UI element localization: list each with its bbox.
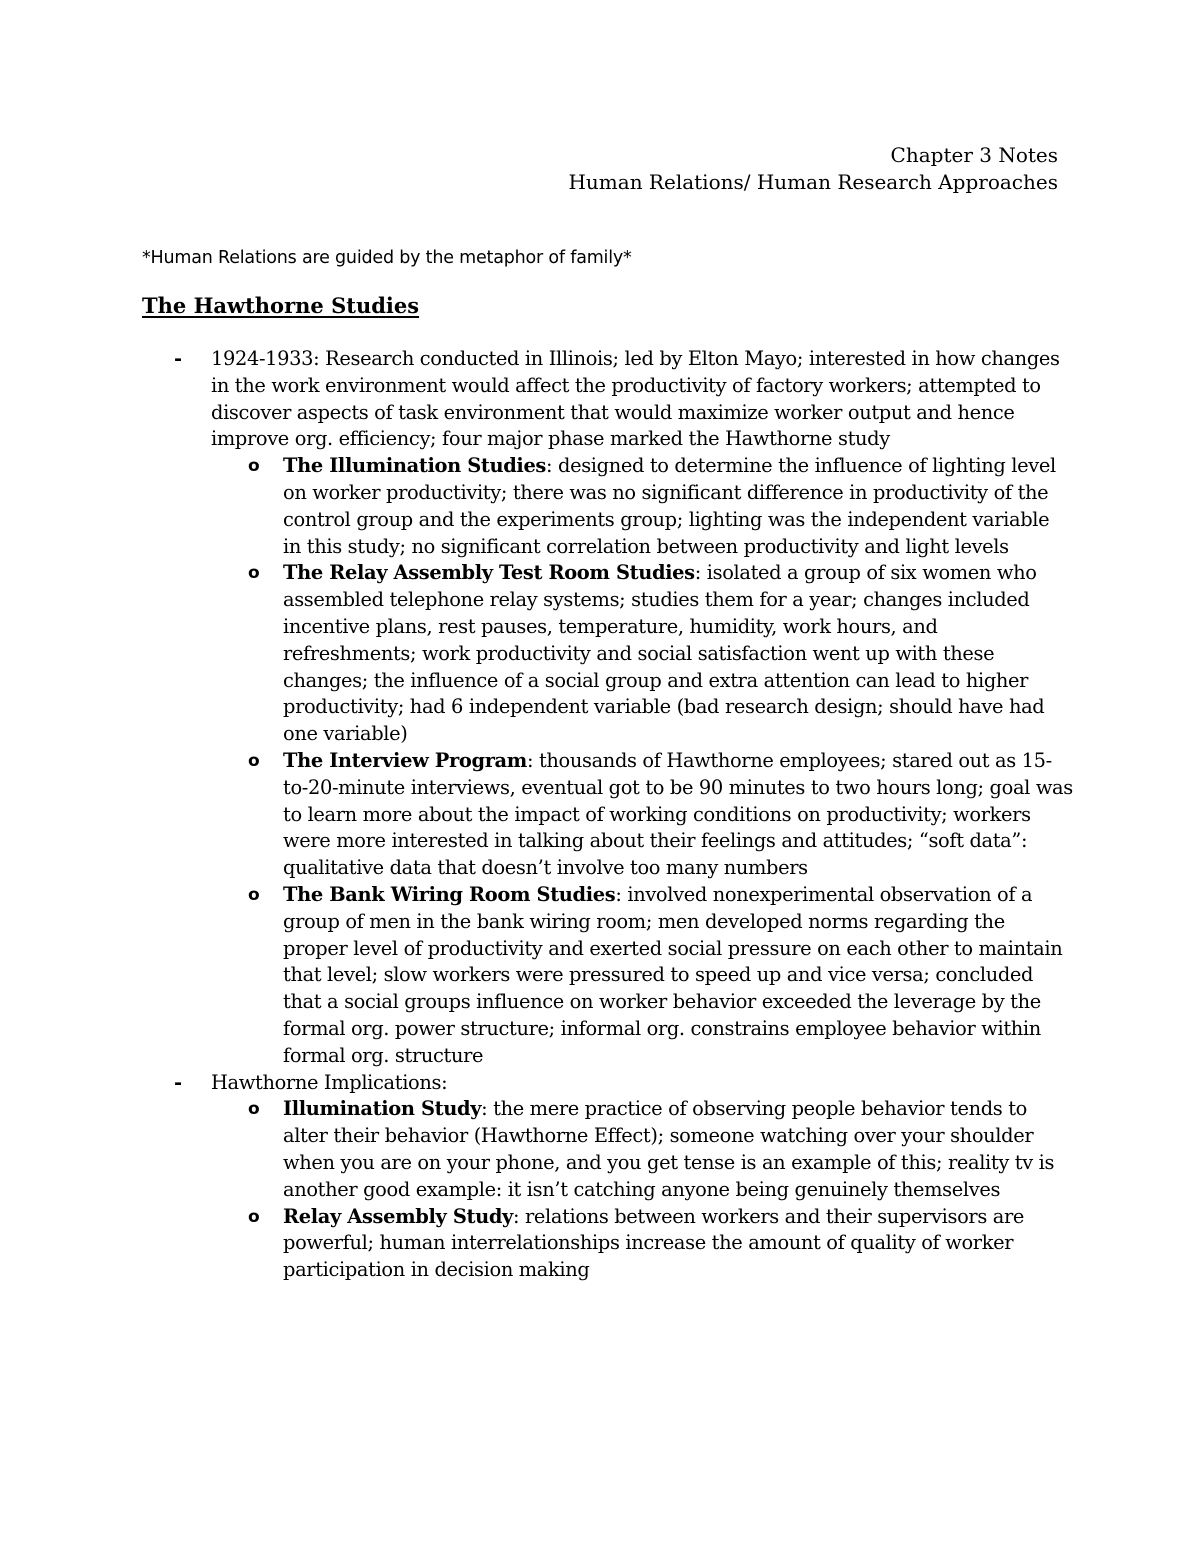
notes-body bbox=[0, 346, 1200, 1284]
term-illumination-studies: The Illumination Studies bbox=[283, 454, 547, 478]
bank-wiring-text: : involved nonexperimental observation of a group of men in the bank wiring room; men developed norms regarding the proper level of productivity and exerted social pressure on each other to maintain that level; slow workers were pressured to speed up and vice versa; concluded that a social groups influence on worker behavior exceeded the leverage by the formal org. power structure; informal org. constrains employee behavior within formal org. structure bbox=[283, 882, 1063, 1067]
list-item-interview-program bbox=[0, 748, 1073, 882]
implications-heading: Hawthorne Implications: bbox=[211, 1070, 448, 1094]
family-metaphor-note: *Human Relations are guided by the metaphor of family* bbox=[142, 248, 632, 268]
list-item-impl-relay bbox=[0, 1204, 1073, 1284]
impl-illumination-text: : the mere practice of observing people behavior tends to alter their behavior (Hawthorne Effect); someone watching over your shoulder when you are on your phone, and you get tense is an example of this; reality tv is another good example: it isn’t catching anyone being genuinely themselves bbox=[283, 1097, 1055, 1201]
history-text: 1924-1933: Research conducted in Illinois; led by Elton Mayo; interested in how changes in the work environment would affect the productivity of factory workers; attempted to discover aspects of task environment that would maximize worker output and hence improve org. efficiency; four major phase marked the Hawthorne study bbox=[211, 347, 1060, 451]
section-title: The Hawthorne Studies bbox=[142, 293, 420, 318]
term-impl-relay: Relay Assembly Study bbox=[283, 1204, 513, 1228]
relay-assembly-text: : isolated a group of six women who assembled telephone relay systems; studies them for a year; changes included incentive plans, rest pauses, temperature, humidity, work hours, and refreshments; work productivity and social satisfaction went up with these changes; the influence of a social group and extra attention can lead to higher productivity; had 6 independent variable (bad research design; should have had one variable) bbox=[283, 561, 1045, 746]
illumination-studies-text: : designed to determine the influence of lighting level on worker productivity; there was no significant difference in productivity of the control group and the experiments group; lighting was the independent variable in this study; no significant correlation between productivity and light levels bbox=[283, 454, 1056, 558]
list-item-impl-illumination bbox=[0, 1096, 1073, 1203]
dash-bullet: - bbox=[174, 347, 182, 370]
circle-bullet: o bbox=[248, 884, 260, 905]
circle-bullet: o bbox=[248, 1206, 260, 1227]
circle-bullet: o bbox=[248, 1099, 260, 1120]
list-item-history bbox=[0, 346, 1071, 453]
chapter-title: Chapter 3 Notes bbox=[890, 143, 1058, 167]
impl-relay-text: : relations between workers and their supervisors are powerful; human interrelationships increase the amount of quality of worker participation in decision making bbox=[283, 1204, 1025, 1282]
chapter-subtitle: Human Relations/ Human Research Approaches bbox=[568, 170, 1058, 194]
term-impl-illumination: Illumination Study bbox=[283, 1097, 482, 1121]
term-interview-program: The Interview Program bbox=[283, 748, 527, 772]
circle-bullet: o bbox=[248, 750, 260, 771]
list-item-implications bbox=[0, 1070, 1071, 1097]
document-header bbox=[568, 142, 1058, 196]
list-item-relay-assembly bbox=[0, 560, 1073, 748]
circle-bullet: o bbox=[248, 456, 260, 477]
dash-bullet: - bbox=[174, 1070, 182, 1094]
term-bank-wiring: The Bank Wiring Room Studies bbox=[283, 882, 616, 906]
list-item-bank-wiring bbox=[0, 882, 1073, 1070]
term-relay-assembly: The Relay Assembly Test Room Studies bbox=[283, 561, 695, 585]
circle-bullet: o bbox=[248, 563, 260, 584]
interview-program-text: : thousands of Hawthorne employees; stared out as 15-to-20-minute interviews, eventual got to be 90 minutes to two hours long; goal was to learn more about the impact of working conditions on productivity; workers were more interested in talking about their feelings and attitudes; “soft data”: qualitative data that doesn’t involve too many numbers bbox=[283, 748, 1073, 880]
list-item-illumination-studies bbox=[0, 453, 1073, 560]
